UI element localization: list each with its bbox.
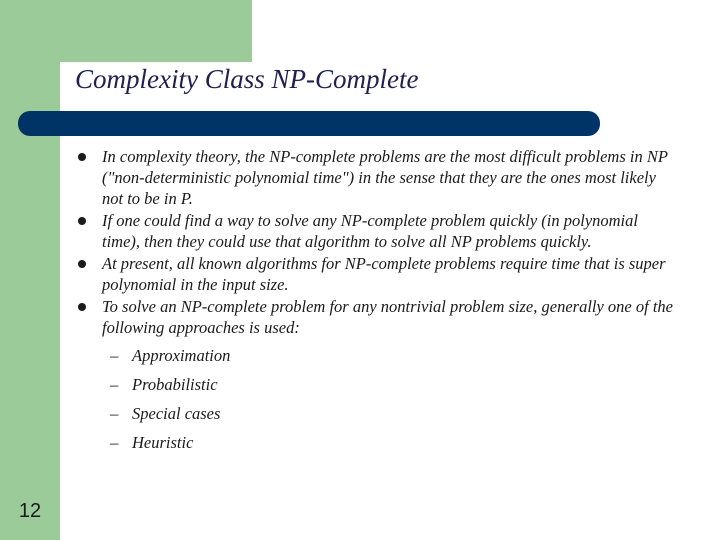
bullet-item (76, 210, 676, 252)
title-underline-bar (18, 111, 600, 136)
bullet-dot-icon (78, 260, 86, 268)
bullet-text: To solve an NP-complete problem for any nontrivial problem size, generally one of the following approaches is used: (102, 297, 673, 337)
sub-item-text: Special cases (132, 404, 221, 423)
sub-item (76, 345, 676, 367)
slide-title: Complexity Class NP-Complete (75, 64, 419, 94)
sub-item (76, 374, 676, 396)
bullet-emphasis: any (312, 211, 337, 230)
bullet-item (76, 146, 676, 209)
sub-item-text: Approximation (132, 346, 231, 365)
top-accent-block (0, 0, 252, 62)
bullet-emphasis: all (429, 232, 447, 251)
bullet-item (76, 296, 676, 338)
sub-item-marker: – (110, 404, 119, 423)
bullet-dot-icon (78, 303, 86, 311)
sub-item-marker: – (110, 346, 119, 365)
bullet-text: In complexity theory, the NP-complete problems are the most difficult problems in NP ("non-deterministic polynomial time") in the sense that they are the ones most likely not to be in P. (102, 147, 668, 208)
bullet-dot-icon (78, 217, 86, 225)
bullet-text-part: NP-complete problem quickly (in polynomial time), then they could use that algorithm to solve (102, 211, 638, 251)
sub-item (76, 432, 676, 454)
bullet-text-part: NP problems quickly. (446, 232, 592, 251)
sub-item-text: Heuristic (132, 433, 194, 452)
left-accent-bar (0, 0, 60, 540)
bullet-item (76, 253, 676, 295)
bullet-text: At present, all known algorithms for NP-complete problems require time that is super polynomial in the input size. (102, 254, 666, 294)
sub-item-text: Probabilistic (132, 375, 218, 394)
sub-item-marker: – (110, 375, 119, 394)
sub-item-marker: – (110, 433, 119, 452)
page-number: 12 (18, 500, 42, 522)
bullet-dot-icon (78, 153, 86, 161)
bullet-text-part: If one could find a way to solve (102, 211, 313, 230)
sub-item (76, 403, 676, 425)
slide-content (76, 146, 676, 454)
